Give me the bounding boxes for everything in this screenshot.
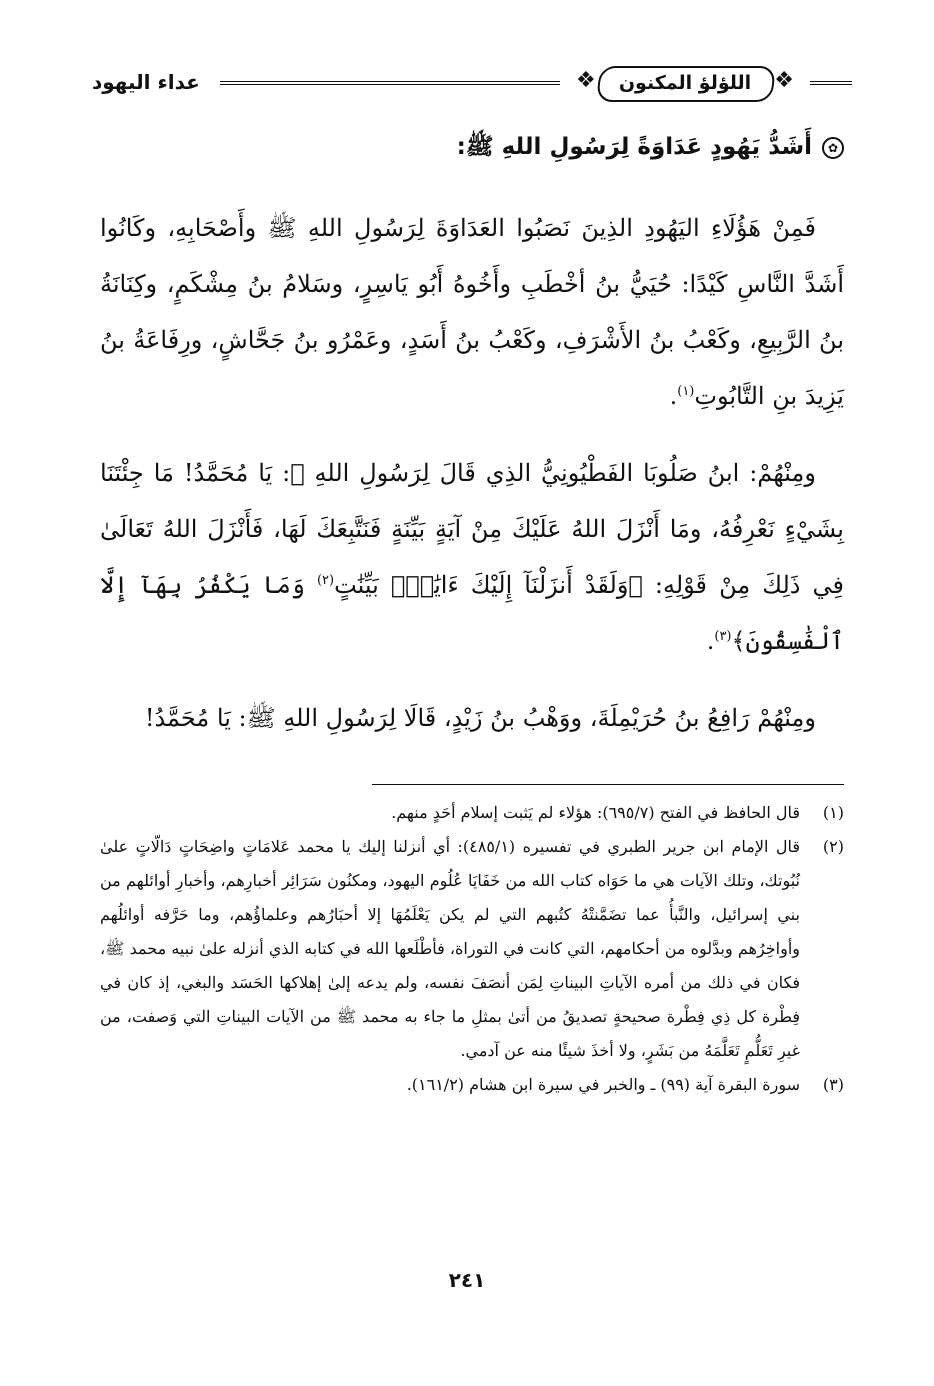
page-number: ٢٤١ <box>448 1268 486 1292</box>
footnote-number: (١) <box>822 803 844 822</box>
paragraph-text: فَمِنْ هَؤُلَاءِ اليَهُودِ الذِينَ نَصَبُوا العَدَاوَةَ لِرَسُولِ اللهِ ﷺ وأَصْحَابِهِ، وكَانُوا أَشَدَّ النَّاسِ كَيْدًا: حُيَيُّ بنُ أخْطَبِ وأَخُوهُ أَبُو يَاسِرٍ، وسَلامُ بنُ مِشْكَمٍ، وكِنَانَةُ بنُ الرَّبِيعِ، وكَعْبُ بنُ الأَشْرَفِ، وكَعْبُ بنُ أَسَدٍ، وعَمْرُو بنُ جَحَّاشٍ، ورِفَاعَةُ بنُ يَزِيدَ بنِ التَّابُوتِ <box>100 214 844 410</box>
section-heading-text: أَشَدُّ يَهُودٍ عَدَاوَةً لِرَسُولِ اللهِ ﷺ: <box>456 134 812 160</box>
paragraph-text: ومِنْهُمْ رَافِعُ بنُ حُرَيْمِلَةَ، ووَهْبُ بنُ زَيْدٍ، قَالَا لِرَسُولِ اللهِ ﷺ: يَا مُحَمَّدُ! <box>144 704 816 732</box>
main-text <box>100 200 844 767</box>
section-heading <box>100 132 844 166</box>
ornament-icon: ❖ <box>576 68 596 93</box>
header-rule-left <box>220 81 560 85</box>
footnote <box>100 796 844 830</box>
footnote <box>100 830 844 1068</box>
header-rule-right <box>810 81 852 85</box>
footnote-number: (٣) <box>822 1075 844 1094</box>
paragraph <box>100 445 844 669</box>
paragraph-end: . <box>669 382 678 410</box>
running-header <box>92 58 852 108</box>
book-title: اللؤلؤ المكنون <box>618 72 752 94</box>
paragraph <box>100 200 844 424</box>
paragraph-text: ومِنْهُمْ: ابنُ صَلُوبَا الفَطْيُونِيُّ الذِي قَالَ لِرَسُولِ اللهِ ﷺ: يَا مُحَمَّدُ! مَا جِئْتَنَا بِشَيْءٍ نَعْرِفُهُ، ومَا أَنْزَلَ اللهُ عَلَيْكَ مِنْ آيَةٍ بَيِّنَةٍ فَنَتَّبِعَكَ لَهَا، فَأَنْزَلَ اللهُ تَعَالَىٰ فِي ذَلِكَ مِنْ قَوْلِهِ: ﴿وَلَقَدْ أَنزَلْنَآ إِلَيْكَ ءَايَٰتٍۭ بَيِّنَٰتٍ <box>100 459 845 599</box>
chapter-topic: عداء اليهود <box>92 70 200 94</box>
footnote-text: قال الإمام ابن جرير الطبري في تفسيره (٤٨٥/١): أي أنزلنا إليك يا محمد عَلامَاتٍ واضِحَاتٍ دَالّاتٍ علىٰ نُبُوتك، وتلك الآيات هي ما حَوَاه كتاب الله من خَفَايَا عُلُوم اليهود، ومكنُون سَرَائِر أخبارِهم، وأخبارِ أوائلهم من بني إسرائيل، والنَّبأُ عما تضَمَّنتْهُ كتُبهم التي لم يكن يَعْلَمُهَا إلا أحبَارُهم وعلماؤُهم، وما حَرَّفه أوائلُهم وأواخِرُهم وبدَّلوه من أحكامهم، التي كانت في التوراة، فأطْلَعها الله في كتابه الذي أنزله علىٰ نبيه محمد ﷺ، فكان في ذلك من أمره الآياتِ البيناتِ لِمَن أنصَفَ نفسه، ولم يدعه إلىٰ إهلاكها الحَسَد والبغي، إذ كان في فِطْرة كل ذِي فِطْرة صحيحةٍ تصديقُ من أتىٰ بمثلِ ما جاء به محمد ﷺ من الآيات البيناتِ التي وَصفت، من غيرِ تَعَلُّمٍ تَعَلَّمَهُ من بَشَرٍ، ولا أخذَ شيئًا منه عن آدمي. <box>100 837 801 1060</box>
ornament-icon: ❖ <box>774 68 794 93</box>
footnote <box>100 1068 844 1102</box>
footnote-separator <box>372 784 844 785</box>
footnotes <box>100 796 844 1102</box>
footnote-ref: (١) <box>677 384 695 399</box>
footnote-ref: (٣) <box>714 629 732 644</box>
book-title-cartouche <box>576 58 794 108</box>
quran-quote-end: وَمَا يَكْفُرُ بِهَآ إِلَّا ٱلْفَٰسِقُونَ﴾ <box>100 571 844 655</box>
paragraph-end: . <box>706 627 715 655</box>
footnote-number: (٢) <box>822 837 844 856</box>
flower-bullet-icon: ✿ <box>822 137 844 159</box>
footnote-text: قال الحافظ في الفتح (٦٩٥/٧): هؤلاء لم يَثبت إسلام أحَدٍ منهم. <box>391 803 800 822</box>
footnote-ref: (٢) <box>316 573 335 588</box>
footnote-text: سورة البقرة آية (٩٩) ـ والخبر في سيرة ابن هشام (١٦١/٢). <box>406 1075 800 1094</box>
paragraph <box>100 690 844 746</box>
